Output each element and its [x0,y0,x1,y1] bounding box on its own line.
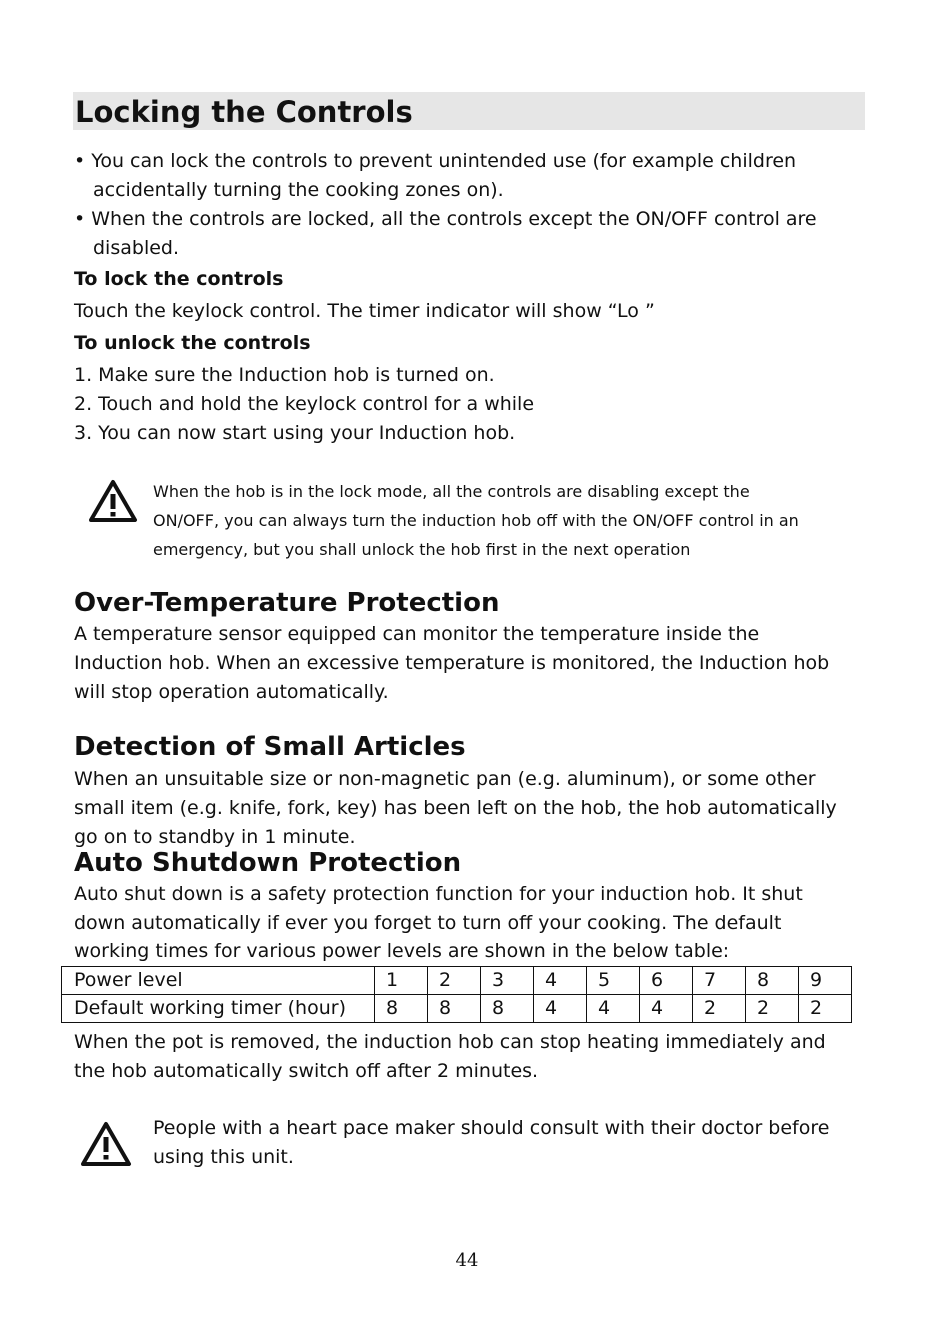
paragraph-line: the hob automatically switch off after 2 minutes. [74,1060,539,1082]
table-cell: 4 [587,995,640,1023]
note-line: People with a heart pace maker should consult with their doctor before [153,1117,830,1139]
table-cell: 7 [693,967,746,995]
paragraph-line: will stop operation automatically. [74,681,389,703]
unlock-heading: To unlock the controls [74,332,311,354]
table-cell: 2 [428,967,481,995]
bullet-line: disabled. [93,237,180,259]
bullet-line: • When the controls are locked, all the controls except the ON/OFF control are [74,208,817,230]
paragraph-line: When the pot is removed, the induction hob can stop heating immediately and [74,1031,826,1053]
table-cell-label: Default working timer (hour) [62,995,375,1023]
power-level-table [61,966,852,1023]
paragraph-line: A temperature sensor equipped can monitor the temperature inside the [74,623,760,645]
bullet-line: • You can lock the controls to prevent unintended use (for example children [74,150,797,172]
paragraph-line: small item (e.g. knife, fork, key) has been left on the hob, the hob automatically [74,797,837,819]
section-title-auto-shutdown: Auto Shutdown Protection [74,848,462,878]
step-item: 1. Make sure the Induction hob is turned on. [74,364,495,386]
note-line: ON/OFF, you can always turn the induction hob off with the ON/OFF control in an [153,511,799,530]
table-cell: 2 [746,995,799,1023]
table-cell: 8 [481,995,534,1023]
table-cell: 4 [534,995,587,1023]
table-cell: 8 [746,967,799,995]
note-line: emergency, but you shall unlock the hob first in the next operation [153,540,691,559]
paragraph-line: Auto shut down is a safety protection function for your induction hob. It shut [74,883,803,905]
bullet-line: accidentally turning the cooking zones on). [93,179,504,201]
table-cell: 2 [799,995,852,1023]
paragraph-line: down automatically if ever you forget to turn off your cooking. The default [74,912,782,934]
table-cell: 5 [587,967,640,995]
warning-triangle-icon [88,478,138,524]
bullet-item [74,147,796,205]
paragraph-line: Induction hob. When an excessive temperature is monitored, the Induction hob [74,652,830,674]
bullet-item [74,205,817,263]
section-title-locking: Locking the Controls [75,95,413,129]
table-cell: 8 [428,995,481,1023]
table-cell: 9 [799,967,852,995]
paragraph-line: go on to standby in 1 minute. [74,826,356,848]
table-cell: 1 [375,967,428,995]
table-cell: 6 [640,967,693,995]
lock-text: Touch the keylock control. The timer indicator will show “Lo ” [74,300,655,322]
table-cell-label: Power level [62,967,375,995]
table-cell: 4 [534,967,587,995]
table-cell: 4 [640,995,693,1023]
table-row [62,995,852,1023]
table-cell: 8 [375,995,428,1023]
step-item: 2. Touch and hold the keylock control for a while [74,393,535,415]
table-cell: 2 [693,995,746,1023]
section-title-small-articles: Detection of Small Articles [74,732,466,762]
paragraph-line: When an unsuitable size or non-magnetic pan (e.g. aluminum), or some other [74,768,816,790]
paragraph-line: working times for various power levels are shown in the below table: [74,940,730,962]
section-title-bar [73,92,865,130]
note-line: When the hob is in the lock mode, all the controls are disabling except the [153,482,750,501]
note-line: using this unit. [153,1146,294,1168]
lock-heading: To lock the controls [74,268,284,290]
table-cell: 3 [481,967,534,995]
page-number: 44 [455,1250,479,1271]
table-row [62,967,852,995]
warning-triangle-icon [80,1120,132,1168]
section-title-over-temperature: Over-Temperature Protection [74,588,500,618]
step-item: 3. You can now start using your Induction hob. [74,422,516,444]
